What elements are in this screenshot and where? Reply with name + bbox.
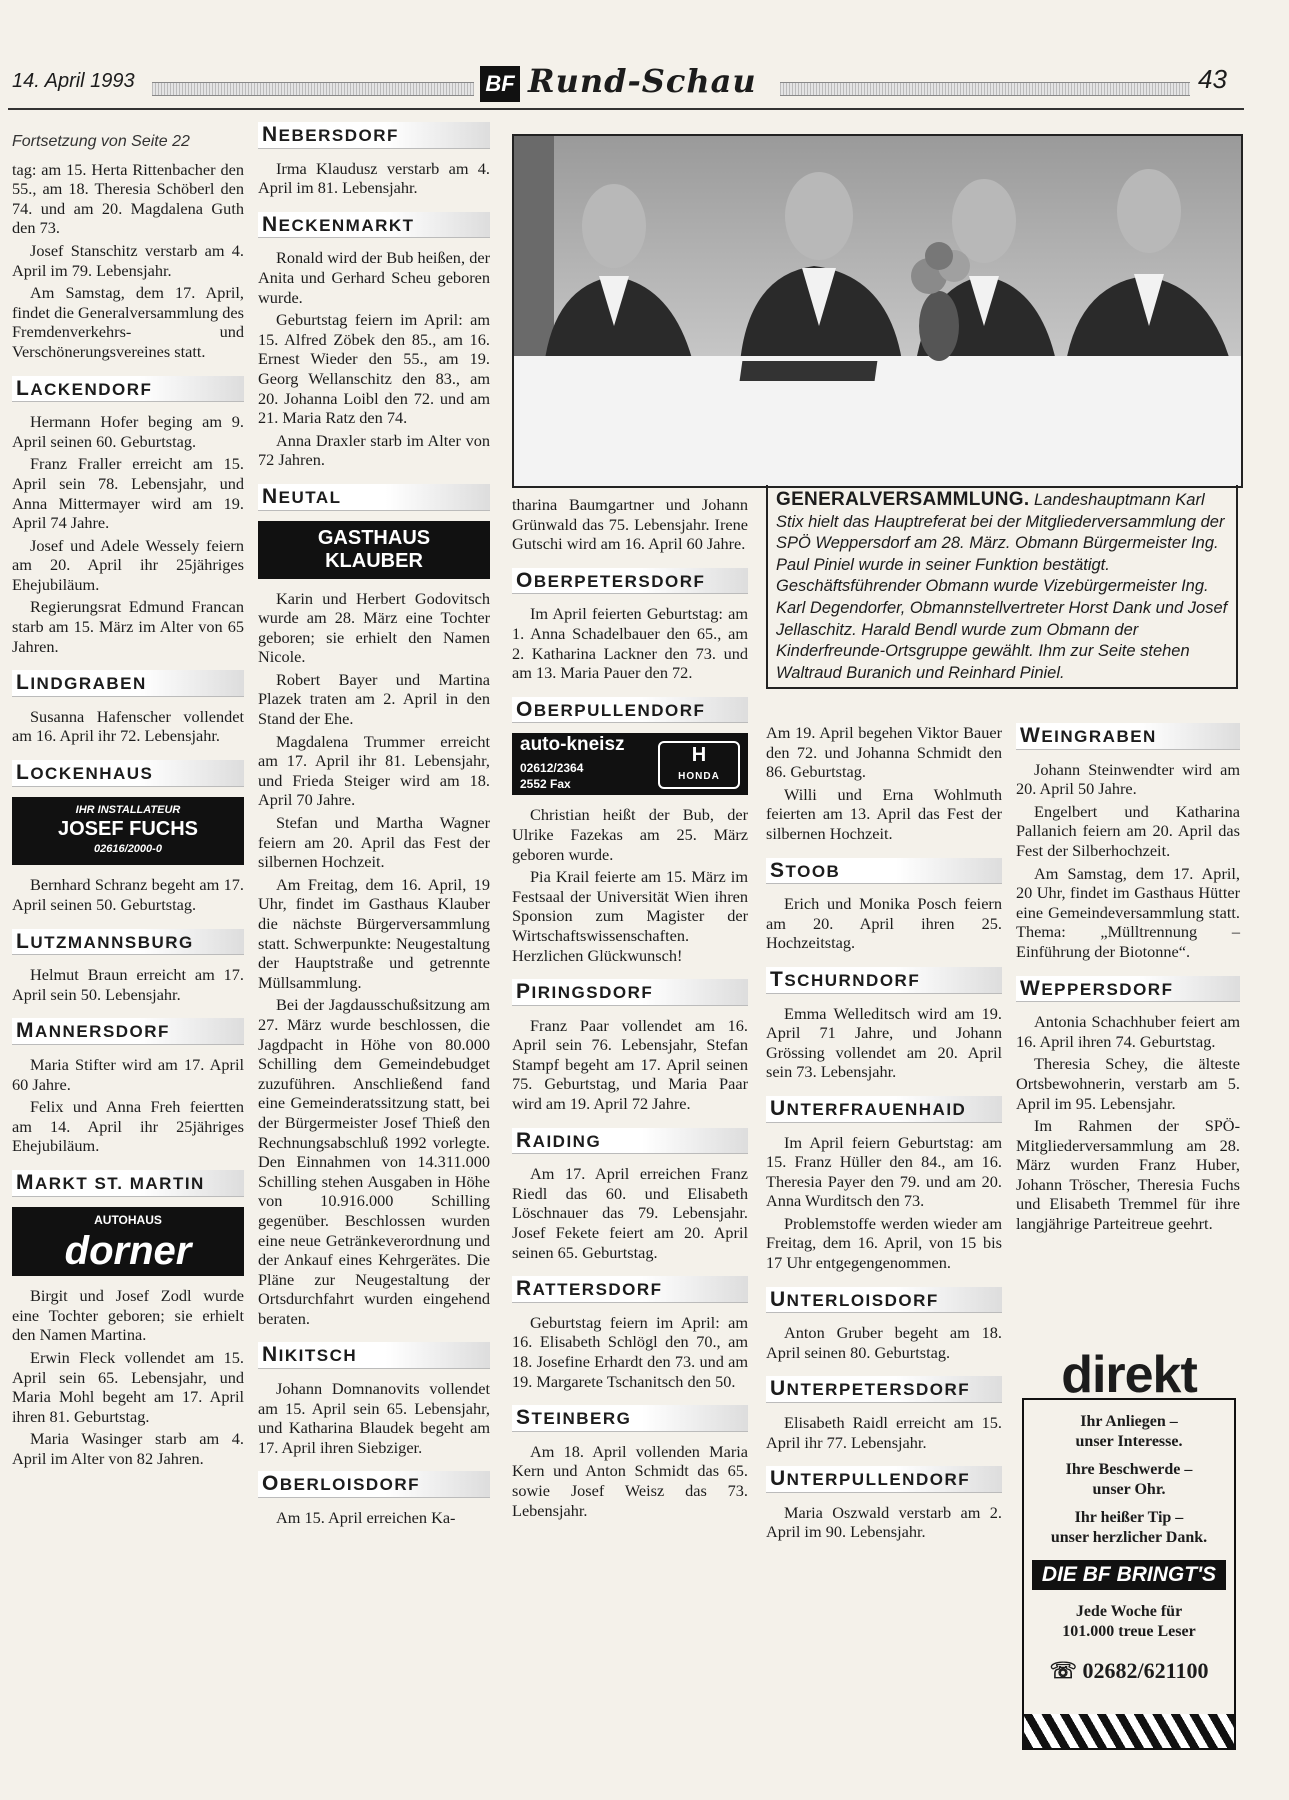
section-heading: PIRINGSDORF bbox=[512, 979, 748, 1006]
section-heading: STEINBERG bbox=[512, 1405, 748, 1432]
paragraph: Am Freitag, dem 16. April, 19 Uhr, findet im Gasthaus Klauber die nächste Bürgerversammlung statt. Schwerpunkte: Neugestaltung der Hauptstraße und getrennte Müllsammlung. bbox=[258, 874, 490, 992]
photo-image bbox=[514, 136, 1241, 486]
paragraph: Susanna Hafenscher vollendet am 16. April ihr 72. Lebensjahr. bbox=[12, 706, 244, 746]
page-number: 43 bbox=[1198, 64, 1227, 94]
paragraph: Geburtstag feiern im April: am 15. Alfred Zöbek den 85., am 16. Ernest Wieder den 55., am 19. Georg Wellanschitz den 83., am 20. Johanna Loibl den 72. und am 21. Maria Ratz den 74. bbox=[258, 310, 490, 428]
paragraph: Willi und Erna Wohlmuth feierten am 13. April das Fest der silbernen Hochzeit. bbox=[766, 784, 1002, 843]
paragraph: Regierungsrat Edmund Francan starb am 15. März im Alter von 65 Jahren. bbox=[12, 597, 244, 656]
paragraph: Magdalena Trummer erreicht am 17. April ihr 81. Lebensjahr, und Frieda Steiger wird am 18. April 70 Jahre. bbox=[258, 731, 490, 810]
paragraph: Engelbert und Katharina Pallanich feiern am 20. April das Fest der Silberhochzeit. bbox=[1016, 801, 1240, 860]
ad-josef-fuchs bbox=[12, 797, 244, 866]
paragraph: Geburtstag feiern im April: am 16. Elisabeth Schlögl den 70., am 18. Josefine Erhardt den 73. und am 19. Margarete Tschanitsch den 50. bbox=[512, 1312, 748, 1391]
bf-logo bbox=[480, 66, 520, 102]
column-1 bbox=[12, 132, 244, 1471]
issue-date: 14. April 1993 bbox=[12, 70, 135, 92]
section-heading: MARKT ST. MARTIN bbox=[12, 1170, 244, 1197]
ad-autohaus-dorner bbox=[12, 1207, 244, 1277]
paragraph: Ronald wird der Bub heißen, der Anita und Gerhard Scheu geboren wurde. bbox=[258, 248, 490, 307]
paragraph: Hermann Hofer beging am 9. April seinen 60. Geburtstag. bbox=[12, 412, 244, 451]
honda-wordmark: HONDA bbox=[678, 771, 720, 783]
paragraph: Robert Bayer und Martina Plazek traten am 2. April in den Stand der Ehe. bbox=[258, 669, 490, 729]
caption-heading: GENERALVERSAMMLUNG. bbox=[776, 489, 1030, 510]
paragraph: Stefan und Martha Wagner feiern am 20. April das Fest der silbernen Hochzeit. bbox=[258, 813, 490, 872]
paragraph: Am Samstag, dem 17. April, 20 Uhr, findet im Gasthaus Hütter eine Gemeindeversammlung statt. Thema: „Mülltrennung – Einführung der Biotonne“. bbox=[1016, 863, 1240, 961]
paragraph: Anna Draxler starb im Alter von 72 Jahren. bbox=[258, 430, 490, 470]
ad-auto-kneisz bbox=[512, 733, 748, 795]
paragraph: Maria Wasinger starb am 4. April im Alter von 82 Jahren. bbox=[12, 1429, 244, 1468]
honda-h-icon: H bbox=[691, 744, 707, 767]
ad-direkt-phone: 02682/621100 bbox=[1082, 1658, 1209, 1683]
ad-direkt-line: unser Ohr. bbox=[1092, 1481, 1166, 1498]
paragraph: Im Rahmen der SPÖ-Mitgliederversammlung am 28. März wurden Franz Huber, Johann Tröscher, Theresia Fuchs und Elisabeth Tremmel für ihre langjährige Parteitreue geehrt. bbox=[1016, 1116, 1240, 1234]
section-heading: UNTERLOISDORF bbox=[766, 1287, 1002, 1314]
paragraph: Theresia Schey, die älteste Ortsbewohnerin, verstarb am 5. April im 95. Lebensjahr. bbox=[1016, 1054, 1240, 1113]
paragraph: tag: am 15. Herta Rittenbacher den 55., am 18. Theresia Schöberl den 74. und am 20. Magdalena Guth den 73. bbox=[12, 159, 244, 238]
paragraph: Problemstoffe werden wieder am Freitag, dem 16. April, von 15 bis 17 Uhr entgegengenommen. bbox=[766, 1213, 1002, 1273]
paragraph: Irma Klaudusz verstarb am 4. April im 81. Lebensjahr. bbox=[258, 158, 490, 198]
paragraph: Bei der Jagdausschußsitzung am 27. März wurde beschlossen, die Jagdpacht in Höhe von 80.000 Schilling dem Gemeindebudget zuzuführen. Anschließend fand eine Gemeinderatssitzung statt, bei der Bürgermeister Josef Thieß den Rechnungsabschluß 1992 vorlegte. Den Einnahmen von 14.311.000 Schilling stehen Ausgaben in Höhe von 10.916.000 Schilling gegenüber. Beschlossen wurden eine neue Getränkeverordnung und der Ankauf eines Kehrgerätes. Die Pläne zur Neugestaltung der Ortsdurchfahrt wurden eingehend beraten. bbox=[258, 995, 490, 1328]
telephone-icon: ☏ bbox=[1049, 1658, 1078, 1683]
column-4 bbox=[766, 723, 1002, 1545]
ad-direkt-line: 101.000 treue Leser bbox=[1062, 1623, 1196, 1640]
section-heading: LACKENDORF bbox=[12, 376, 244, 403]
paragraph: Antonia Schachhuber feiert am 16. April ihren 74. Geburtstag. bbox=[1016, 1012, 1240, 1051]
ad-tagline: IHR INSTALLATEUR bbox=[75, 803, 181, 816]
paragraph: Am 19. April begehen Viktor Bauer den 72. und Johanna Schmidt den 86. Geburtstag. bbox=[766, 723, 1002, 782]
bf-logo-text: BF bbox=[485, 71, 515, 96]
ad-direkt-line: unser Interesse. bbox=[1075, 1433, 1183, 1450]
paragraph: Birgit und Josef Zodl wurde eine Tochter geboren; sie erhielt den Namen Martina. bbox=[12, 1286, 244, 1345]
ad-line: KLAUBER bbox=[325, 549, 423, 572]
ad-direkt-line: Ihr Anliegen – bbox=[1080, 1413, 1178, 1430]
ad-tagline: AUTOHAUS bbox=[94, 1212, 162, 1227]
ad-company: auto-kneisz bbox=[520, 734, 625, 756]
paragraph: Am 17. April erreichen Franz Riedl das 60. und Elisabeth Löschnauer das 79. Lebensjahr. Josef Fekete feiert am 20. April seinen 65. Geburtstag. bbox=[512, 1164, 748, 1262]
paragraph: Pia Krail feierte am 15. März im Festsaal der Universität Wien ihren Sponsion zum Magister der Wirtschaftswissenschaften. Herzlichen Glückwunsch! bbox=[512, 867, 748, 965]
ad-company: dorner bbox=[64, 1229, 192, 1274]
section-heading: NECKENMARKT bbox=[258, 212, 490, 239]
column-5 bbox=[1016, 723, 1240, 1237]
section-heading: LUTZMANNSBURG bbox=[12, 929, 244, 956]
paragraph: Am Samstag, dem 17. April, findet die Generalversammlung des Fremdenverkehrs- und Verschönerungsvereines statt. bbox=[12, 283, 244, 361]
section-heading: NEUTAL bbox=[258, 484, 490, 511]
paragraph: Anton Gruber begeht am 18. April seinen 80. Geburtstag. bbox=[766, 1323, 1002, 1362]
page-header bbox=[0, 60, 1289, 110]
ad-phone: 02612/2364 bbox=[520, 761, 584, 776]
paragraph: Erwin Fleck vollendet am 15. April sein 65. Lebensjahr, und Maria Mohl begeht am 17. April ihren 81. Geburtstag. bbox=[12, 1347, 244, 1426]
news-photo bbox=[512, 134, 1243, 488]
ad-company: JOSEF FUCHS bbox=[57, 818, 199, 841]
paragraph: Franz Paar vollendet am 16. April sein 76. Lebensjahr, Stefan Stampf begeht am 17. April seinen 75. Geburtstag, und Maria Paar wird am 19. April 72 Jahre. bbox=[512, 1015, 748, 1114]
paragraph: Am 15. April erreichen Ka- bbox=[276, 1508, 456, 1528]
ad-direkt-line: Jede Woche für bbox=[1075, 1603, 1183, 1620]
section-heading: RAIDING bbox=[512, 1128, 748, 1155]
paragraph: Erich und Monika Posch feiern am 20. April ihren 25. Hochzeitstag. bbox=[766, 894, 1002, 953]
section-heading: WEPPERSDORF bbox=[1016, 976, 1240, 1003]
ad-gasthaus-klauber bbox=[258, 521, 490, 579]
paragraph: Christian heißt der Bub, der Ulrike Fazekas am 25. März geboren wurde. bbox=[512, 805, 748, 864]
checkered-border bbox=[1024, 1714, 1234, 1748]
section-heading: RATTERSDORF bbox=[512, 1276, 748, 1303]
paragraph: Maria Stifter wird am 17. April 60 Jahre. bbox=[12, 1054, 244, 1094]
header-rule bbox=[8, 108, 1244, 110]
paragraph: Elisabeth Raidl erreicht am 15. April ihr 77. Lebensjahr. bbox=[766, 1413, 1002, 1452]
paragraph: Helmut Braun erreicht am 17. April sein 50. Lebensjahr. bbox=[12, 965, 244, 1004]
ad-direkt bbox=[1022, 1348, 1236, 1750]
paragraph: Josef und Adele Wessely feiern am 20. April ihr 25jähriges Ehejubiläum. bbox=[12, 535, 244, 594]
ad-direkt-box bbox=[1022, 1398, 1236, 1750]
paragraph: Emma Welleditsch wird am 19. April 71 Jahre, und Johann Grössing vollendet am 20. April sein 73. Lebensjahr. bbox=[766, 1003, 1002, 1082]
paragraph: Felix und Anna Freh feiertten am 14. April ihr 25jähriges Ehejubiläum. bbox=[12, 1097, 244, 1156]
honda-logo bbox=[658, 741, 740, 789]
section-heading: TSCHURNDORF bbox=[766, 967, 1002, 994]
section-heading: WEINGRABEN bbox=[1016, 723, 1240, 750]
section-heading: LOCKENHAUS bbox=[12, 760, 244, 787]
section-heading: STOOB bbox=[766, 858, 1002, 885]
column-3 bbox=[512, 495, 748, 1523]
paragraph: Maria Oszwald verstarb am 2. April im 90. Lebensjahr. bbox=[766, 1502, 1002, 1542]
paragraph: tharina Baumgartner und Johann Grünwald das 75. Lebensjahr. Irene Gutschi wird am 16. April 60 Jahre. bbox=[512, 495, 748, 554]
paragraph: Am 18. April vollenden Maria Kern und Anton Schmidt das 65. sowie Josef Weisz das 73. Lebensjahr. bbox=[512, 1441, 748, 1520]
paragraph: Karin und Herbert Godovitsch wurde am 28. März eine Tochter geboren; sie erhielt den Namen Nicole. bbox=[258, 588, 490, 667]
ad-fax: 2552 Fax bbox=[520, 777, 571, 792]
section-heading: UNTERPULLENDORF bbox=[766, 1466, 1002, 1493]
section-heading: NEBERSDORF bbox=[258, 122, 490, 149]
ad-direkt-phone-row bbox=[1024, 1658, 1234, 1684]
section-heading: UNTERPETERSDORF bbox=[766, 1376, 1002, 1403]
photo-caption bbox=[766, 485, 1238, 689]
caption-text: Landeshauptmann Karl Stix hielt das Hauptreferat bei der Mitgliederversammlung der SPÖ Weppersdorf am 28. März. Obmann Bürgermeister Ing. Paul Piniel wurde in seiner Funktion bestätigt. Geschäftsführender Obmann wurde Vizebürgermeister Ing. Karl Degendorfer, Obmannstellvertreter Horst Dank und Josef Jellaschitz. Harald Bendl wurde zum Obmann der Kinderfreunde-Ortsgruppe gewählt. Ihm zur Seite stehen Waltraud Buranich und Reinhard Piniel. bbox=[776, 491, 1228, 682]
section-heading: LINDGRABEN bbox=[12, 670, 244, 697]
column-2 bbox=[258, 122, 490, 1531]
ad-direkt-line: Ihr heißer Tip – bbox=[1074, 1509, 1184, 1526]
ad-direkt-line: Ihre Beschwerde – bbox=[1065, 1461, 1193, 1478]
ad-direkt-banner: DIE BF BRINGT'S bbox=[1032, 1560, 1226, 1590]
section-heading: OBERLOISDORF bbox=[258, 1471, 490, 1498]
paragraph: Johann Domnanovits vollendet am 15. April sein 65. Lebensjahr, und Katharina Blaudek begeht am 17. April ihren Siebziger. bbox=[258, 1379, 490, 1457]
ad-direkt-title: direkt bbox=[1061, 1346, 1197, 1404]
masthead-title: Rund-Schau bbox=[528, 62, 757, 100]
paragraph: Johann Steinwendter wird am 20. April 50 Jahre. bbox=[1016, 759, 1240, 799]
paragraph: Im April feierten Geburtstag: am 1. Anna Schadelbauer den 65., am 2. Katharina Lackner den 73. und am 13. Maria Pauer den 72. bbox=[512, 604, 748, 683]
ad-line: GASTHAUS bbox=[317, 526, 431, 549]
section-heading: UNTERFRAUENHAID bbox=[766, 1096, 1002, 1123]
section-heading: OBERPETERSDORF bbox=[512, 568, 748, 595]
section-heading: OBERPULLENDORF bbox=[512, 697, 748, 724]
paragraph: Bernhard Schranz begeht am 17. April seinen 50. Geburtstag. bbox=[12, 875, 244, 914]
paragraph: Josef Stanschitz verstarb am 4. April im 79. Lebensjahr. bbox=[12, 240, 244, 280]
ad-phone: 02616/2000-0 bbox=[94, 842, 162, 855]
paragraph: Im April feiern Geburtstag: am 15. Franz Hüller den 84., am 16. Theresia Payer den 79. und am 20. Anna Wurditsch den 73. bbox=[766, 1132, 1002, 1211]
section-heading: NIKITSCH bbox=[258, 1342, 490, 1369]
section-heading: MANNERSDORF bbox=[12, 1018, 244, 1045]
ad-direkt-line: unser herzlicher Dank. bbox=[1050, 1529, 1208, 1546]
continuation-note: Fortsetzung von Seite 22 bbox=[12, 133, 190, 150]
paragraph: Franz Fraller erreicht am 15. April sein 78. Lebensjahr, und Anna Mittermayer wird am 19. April 74 Jahre. bbox=[12, 454, 244, 533]
